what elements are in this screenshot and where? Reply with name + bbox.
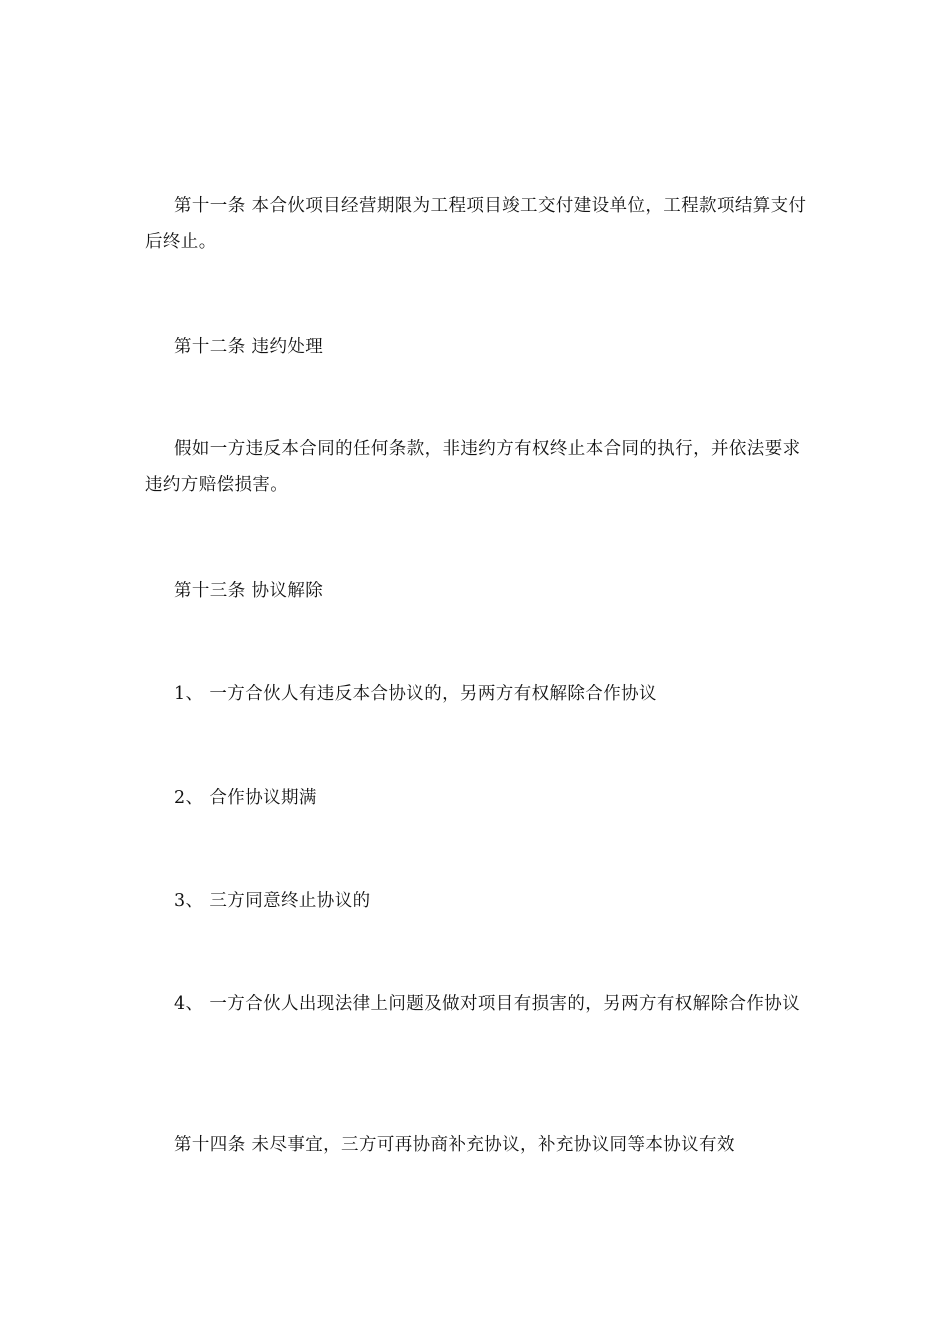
breach-paragraph: 假如一方违反本合同的任何条款，非违约方有权终止本合同的执行，并依法要求违约方赔偿损害。: [145, 439, 801, 495]
termination-item-1: 1、 一方合伙人有违反本合协议的，另两方有权解除合作协议: [174, 684, 657, 704]
termination-item-4: 4、 一方合伙人出现法律上问题及做对项目有损害的，另两方有权解除合作协议: [174, 994, 801, 1014]
article-13-heading: 第十三条 协议解除: [174, 581, 324, 601]
article-14-paragraph: 第十四条 未尽事宜，三方可再协商补充协议，补充协议同等本协议有效: [174, 1135, 735, 1155]
article-12-heading: 第十二条 违约处理: [174, 337, 324, 357]
article-11-paragraph: 第十一条 本合伙项目经营期限为工程项目竣工交付建设单位，工程款项结算支付后终止。: [145, 196, 807, 252]
termination-item-2: 2、 合作协议期满: [174, 788, 317, 808]
termination-item-3: 3、 三方同意终止协议的: [174, 891, 371, 911]
